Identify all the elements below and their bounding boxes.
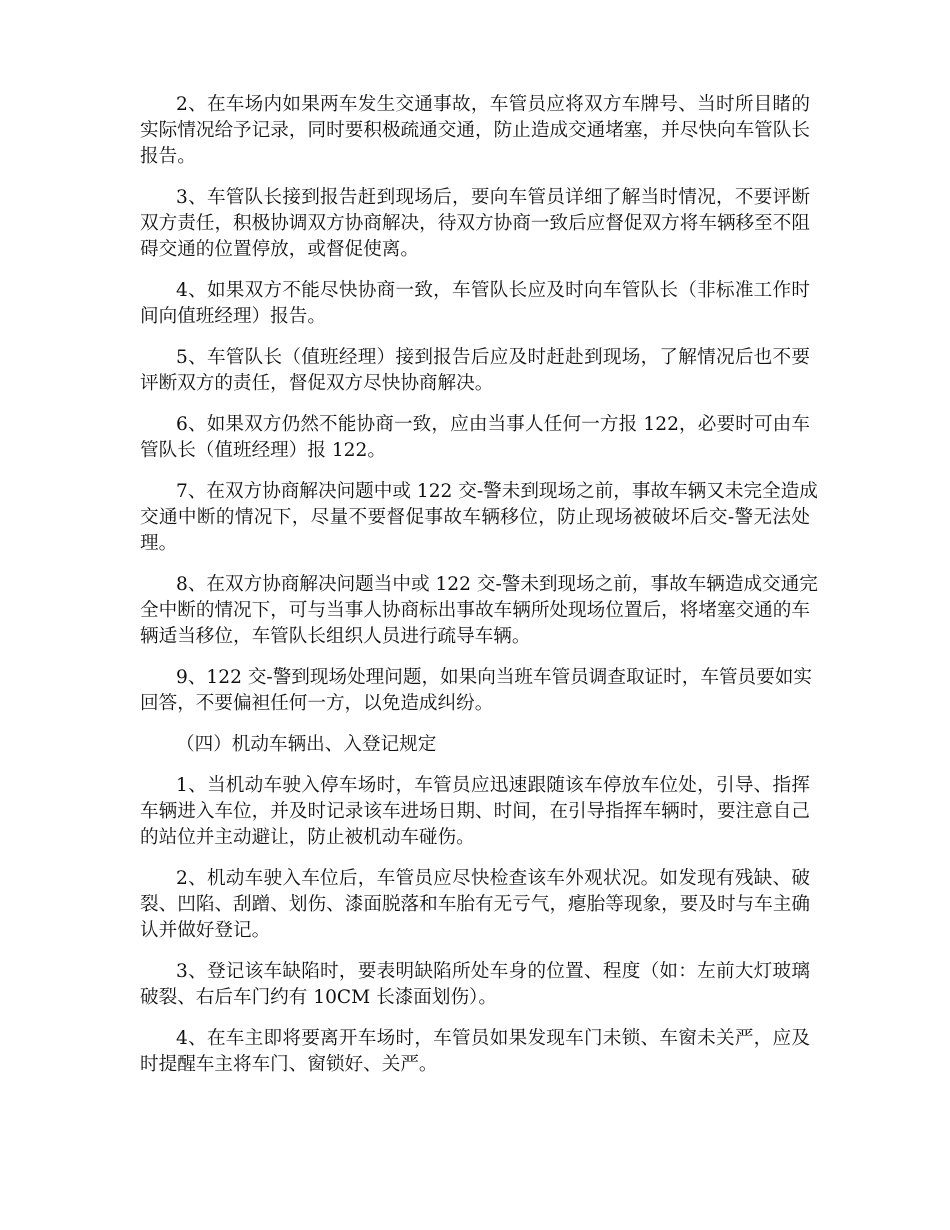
paragraph-item-2-inspection: [140, 866, 810, 944]
text-line: 实际情况给予记录，同时要积极疏通交通，防止造成交通堵塞，并尽快向车管队长: [140, 120, 810, 141]
paragraph-item-2-accident: [140, 92, 810, 170]
text-line: 1、当机动车驶入停车场时，车管员应迅速跟随该车停放车位处，引导、指挥: [176, 775, 810, 796]
text-line: 5、车管队长（值班经理）接到报告后应及时赶赴到现场，了解情况后也不要: [176, 347, 810, 368]
text-line: 辆适当移位，车管队长组织人员进行疏导车辆。: [140, 626, 531, 647]
text-line: 交通中断的情况下，尽量不要督促事故车辆移位，防止现场被破坏后交-警无法处: [140, 507, 810, 528]
text-line: 双方责任，积极协调双方协商解决，待双方协商一致后应督促双方将车辆移至不阻: [140, 213, 810, 234]
document-page: [140, 92, 818, 1093]
paragraph-item-3-captain-onsite: [140, 185, 810, 263]
text-line: 2、在车场内如果两车发生交通事故，车管员应将双方车牌号、当时所目睹的: [176, 94, 810, 115]
text-line: 管队长（值班经理）报 122。: [140, 440, 386, 461]
section-heading-text: （四）机动车辆出、入登记规定: [176, 734, 437, 755]
text-line: 2、机动车驶入车位后，车管员应尽快检查该车外观状况。如发现有残缺、破: [176, 868, 810, 889]
text-line: 回答，不要偏袒任何一方，以免造成纠纷。: [140, 693, 494, 714]
text-line: 碍交通的位置停放，或督促使离。: [140, 239, 419, 260]
text-line: 7、在双方协商解决问题中或 122 交-警未到现场之前，事故车辆又未完全造成: [176, 481, 818, 502]
text-line: 裂、凹陷、刮蹭、划伤、漆面脱落和车胎有无亏气，瘪胎等现象，要及时与车主确: [140, 894, 810, 915]
paragraph-item-9-police: [140, 665, 810, 717]
paragraph-item-4-reminder: [140, 1026, 810, 1078]
text-line: 理。: [140, 533, 178, 554]
text-line: 报告。: [140, 146, 196, 167]
text-line: 车辆进入车位，并及时记录该车进场日期、时间，在引导指挥车辆时，要注意自己: [140, 801, 810, 822]
text-line: 评断双方的责任，督促双方尽快协商解决。: [140, 373, 494, 394]
text-line: 的站位并主动避让，防止被机动车碰伤。: [140, 827, 475, 848]
text-line: 破裂、右后车门约有 10CM 长漆面划伤）。: [140, 987, 497, 1008]
paragraph-item-8-move-vehicles: [140, 572, 818, 650]
text-line: 3、登记该车缺陷时，要表明缺陷所处车身的位置、程度（如：左前大灯玻璃: [176, 961, 810, 982]
text-line: 全中断的情况下，可与当事人协商标出事故车辆所处现场位置后，将堵塞交通的车: [140, 600, 810, 621]
paragraph-item-4-report: [140, 278, 810, 330]
text-line: 时提醒车主将车门、窗锁好、关严。: [140, 1054, 438, 1075]
paragraph-item-5-manager: [140, 345, 810, 397]
text-line: 8、在双方协商解决问题当中或 122 交-警未到现场之前，事故车辆造成交通完: [176, 574, 818, 595]
paragraph-item-7-no-move: [140, 479, 818, 557]
text-line: 6、如果双方仍然不能协商一致，应由当事人任何一方报 122，必要时可由车: [176, 414, 810, 435]
text-line: 3、车管队长接到报告赶到现场后，要向车管员详细了解当时情况，不要评断: [176, 187, 810, 208]
paragraph-item-1-entry: [140, 773, 810, 851]
text-line: 9、122 交-警到现场处理问题，如果向当班车管员调查取证时，车管员要如实: [176, 667, 812, 688]
text-line: 4、在车主即将要离开车场时，车管员如果发现车门未锁、车窗未关严，应及: [176, 1028, 810, 1049]
paragraph-item-6-call-122: [140, 412, 810, 464]
text-line: 4、如果双方不能尽快协商一致，车管队长应及时向车管队长（非标准工作时: [176, 280, 810, 301]
section-heading: [140, 732, 810, 758]
text-line: 认并做好登记。: [140, 920, 271, 941]
paragraph-item-3-defects: [140, 959, 810, 1011]
text-line: 间向值班经理）报告。: [140, 306, 326, 327]
